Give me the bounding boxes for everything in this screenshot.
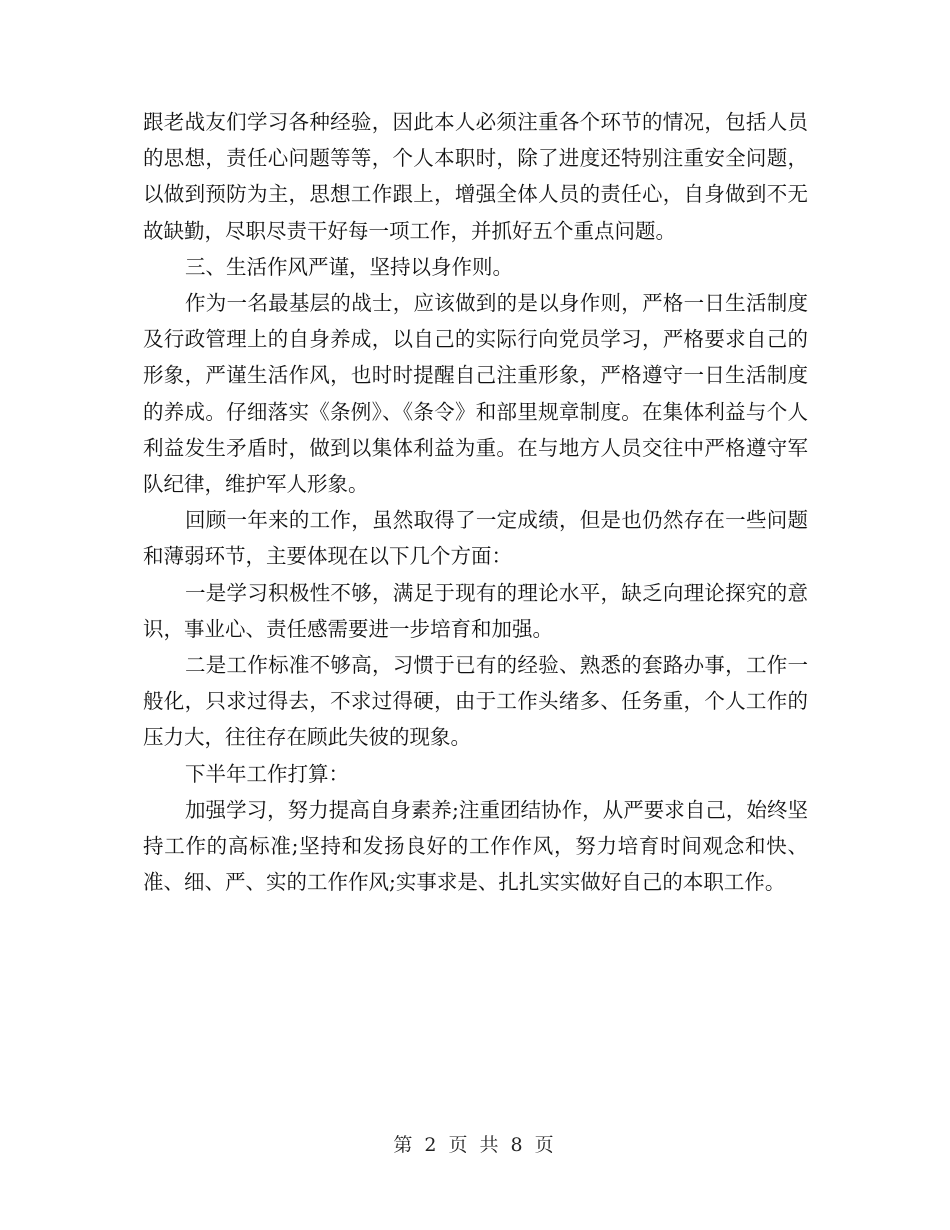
document-body bbox=[143, 104, 808, 900]
paragraph-conduct: 作为一名最基层的战士，应该做到的是以身作则，严格一日生活制度及行政管理上的自身养成，以自己的实际行向党员学习，严格要求自己的形象，严谨生活作风，也时时提醒自己注重形象，严格遵守一日生活制度的养成。仔细落实《条例》、《条令》和部里规章制度。在集体利益与个人利益发生矛盾时，做到以集体利益为重。在与地方人员交往中严格遵守军队纪律，维护军人形象。 bbox=[143, 291, 808, 497]
plan-heading: 下半年工作打算： bbox=[185, 761, 349, 786]
paragraph-review: 回顾一年来的工作，虽然取得了一定成绩，但是也仍然存在一些问题和薄弱环节，主要体现在以下几个方面： bbox=[143, 508, 808, 569]
page-number-footer: 第 2 页 共 8 页 bbox=[393, 1134, 557, 1156]
paragraph-plan: 加强学习，努力提高自身素养;注重团结协作，从严要求自己，始终坚持工作的高标准;坚持和发扬良好的工作作风，努力培育时间观念和快、准、细、严、实的工作作风;实事求是、扎扎实实做好自己的本职工作。 bbox=[143, 797, 808, 895]
paragraph-issue-1: 一是学习积极性不够，满足于现有的理论水平，缺乏向理论探究的意识，事业心、责任感需要进一步培育和加强。 bbox=[143, 580, 808, 641]
paragraph-continuation: 跟老战友们学习各种经验，因此本人必须注重各个环节的情况，包括人员的思想，责任心问题等等，个人本职时，除了进度还特别注重安全问题，以做到预防为主，思想工作跟上，增强全体人员的责任心，自身做到不无故缺勤，尽职尽责干好每一项工作，并抓好五个重点问题。 bbox=[143, 110, 808, 243]
section-heading-3: 三、生活作风严谨，坚持以身作则。 bbox=[185, 254, 513, 279]
paragraph-issue-2: 二是工作标准不够高，习惯于已有的经验、熟悉的套路办事，工作一般化，只求过得去，不求过得硬，由于工作头绪多、任务重，个人工作的压力大，往往存在顾此失彼的现象。 bbox=[143, 653, 808, 750]
